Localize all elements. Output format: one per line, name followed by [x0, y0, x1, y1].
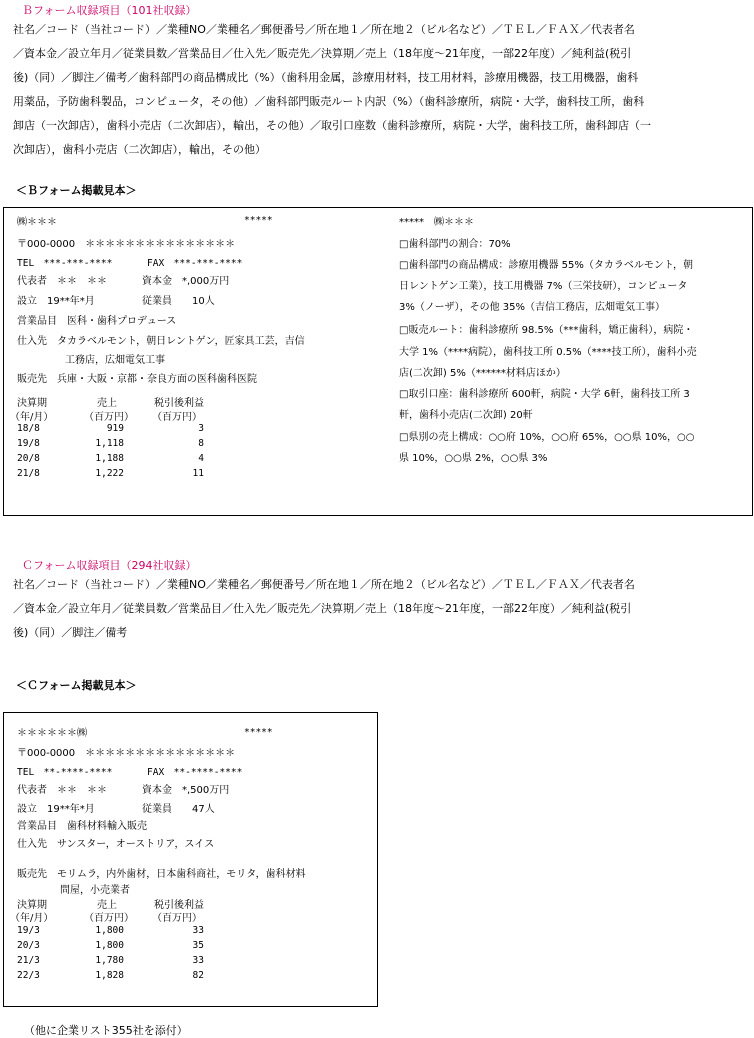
- c-fin-row-profit: 82: [192, 970, 204, 981]
- b-tel: TEL ***-***-****: [17, 258, 113, 269]
- c-fin-row-sales: 1,800: [95, 940, 124, 951]
- b-fin-row-profit: 3: [198, 423, 204, 434]
- c-company-code: *****: [244, 727, 273, 738]
- b-right-line: 3%（ノーザ），その他 35%（吉信工務店，広畑電気工事）: [399, 302, 665, 313]
- b-fin-row-period: 21/8: [17, 468, 40, 479]
- c-form-items: [13, 573, 635, 645]
- b-form-heading: Ｂフォーム収録項目（101社収録）: [22, 4, 197, 17]
- c-fin-row-sales: 1,800: [95, 925, 124, 936]
- b-company-name: ㈱＊＊＊: [17, 217, 57, 228]
- b-items-line: ／資本金／設立年月／従業員数／営業品目／仕入先／販売先／決算期／売上（18年度～21年度，一部22年度）／純利益(税引: [13, 47, 632, 60]
- c-company-name: ＊＊＊＊＊＊㈱: [17, 728, 87, 739]
- footer-note: （他に企業リスト355社を添付）: [24, 1024, 188, 1037]
- c-items-line: 後)（同）／脚注／備考: [13, 626, 128, 639]
- c-sales-cont: 問屋，小売業者: [60, 885, 130, 896]
- b-form-items: [13, 18, 651, 162]
- b-fin-row-profit: 8: [198, 438, 204, 449]
- b-fin-row-sales: 1,222: [95, 468, 124, 479]
- c-fax: FAX **-****-****: [147, 767, 243, 778]
- c-fin-unit-sales: （百万円）: [84, 913, 134, 924]
- b-right-line: □取引口座：歯科診療所 600軒，病院・大学 6軒，歯科技工所 3: [399, 389, 690, 400]
- c-fin-row-sales: 1,780: [95, 955, 124, 966]
- c-fin-header-profit: 税引後利益: [154, 900, 204, 911]
- b-fin-header-period: 決算期: [17, 398, 47, 409]
- c-form-heading: Ｃフォーム収録項目（294社収録）: [22, 559, 197, 572]
- b-right-line: 軒，歯科小売店(二次卸) 20軒: [399, 410, 533, 421]
- c-fin-row-period: 20/3: [17, 940, 40, 951]
- c-fin-row-period: 19/3: [17, 925, 40, 936]
- b-capital: 資本金 *,000万円: [142, 276, 230, 287]
- c-suppliers: 仕入先 サンスター，オーストリア，スイス: [17, 839, 215, 850]
- c-fin-unit-period: （年/月）: [10, 913, 54, 924]
- b-sample-title: ＜Ｂフォーム掲載見本＞: [16, 184, 137, 197]
- b-fin-header-sales: 売上: [97, 398, 117, 409]
- c-employees: 従業員 47人: [142, 804, 215, 815]
- b-right-line: 日レントゲン工業），技工用機器 7%（三栄技研），コンピュータ: [399, 281, 688, 292]
- c-sales: 販売先 モリムラ，内外歯材，日本歯科商社，モリタ，歯科材料: [17, 869, 306, 880]
- b-fin-row-sales: 1,188: [95, 453, 124, 464]
- b-items-line: 次卸店），歯科小売店（二次卸店），輸出，その他）: [13, 143, 266, 156]
- c-products: 営業品目 歯科材料輸入販売: [17, 821, 147, 832]
- b-fin-row-period: 20/8: [17, 453, 40, 464]
- b-items-line: 後)（同）／脚注／備考／歯科部門の商品構成比（%）（歯科用金属，診療用材料，技工用材料，診療用機器，技工用機器，歯科: [13, 71, 639, 84]
- b-fin-row-sales: 1,118: [95, 438, 124, 449]
- c-fin-row-sales: 1,828: [95, 970, 124, 981]
- c-fin-row-profit: 33: [192, 925, 204, 936]
- b-right-header: ***** ㈱＊＊＊: [399, 217, 474, 228]
- c-established: 設立 19**年*月: [17, 804, 95, 815]
- b-employees: 従業員 10人: [142, 296, 215, 307]
- b-company-code: *****: [244, 215, 273, 226]
- b-right-line: □歯科部門の割合：70%: [399, 239, 511, 250]
- b-fax: FAX ***-***-****: [147, 258, 243, 269]
- b-fin-row-profit: 11: [192, 468, 204, 479]
- b-fin-row-period: 19/8: [17, 438, 40, 449]
- b-fin-row-profit: 4: [198, 453, 204, 464]
- b-sales: 販売先 兵庫・大阪・京都・奈良方面の医科歯科医院: [17, 374, 257, 385]
- b-right-line: □販売ルート：歯科診療所 98.5%（***歯科，矯正歯科），病院・: [399, 325, 694, 336]
- b-right-line: 店(二次卸) 5%（******材料店ほか）: [399, 368, 566, 379]
- b-items-line: 用薬品，予防歯科製品，コンピュータ，その他）／歯科部門販売ルート内訳（%）（歯科診療所，病院・大学，歯科技工所，歯科: [13, 95, 645, 108]
- b-fin-row-sales: 919: [106, 423, 124, 434]
- b-fin-unit-sales: （百万円）: [84, 412, 134, 423]
- c-items-line: 社名／コード（当社コード）／業種NO／業種名／郵便番号／所在地１／所在地２（ビル名など）／ＴＥＬ／ＦＡＸ／代表者名: [13, 578, 635, 591]
- c-representative: 代表者 ＊＊ ＊＊: [17, 785, 107, 796]
- c-fin-row-profit: 35: [192, 940, 204, 951]
- b-postal-address: 〒000-0000 ＊＊＊＊＊＊＊＊＊＊＊＊＊＊＊: [17, 239, 236, 250]
- b-suppliers: 仕入先 タカラベルモント，朝日レントゲン，匠家具工芸，吉信: [17, 336, 305, 347]
- c-fin-row-period: 22/3: [17, 970, 40, 981]
- c-postal-address: 〒000-0000 ＊＊＊＊＊＊＊＊＊＊＊＊＊＊＊: [17, 748, 236, 759]
- c-fin-unit-profit: （百万円）: [152, 913, 202, 924]
- b-items-line: 卸店（一次卸店），歯科小売店（二次卸店），輸出，その他）／取引口座数（歯科診療所，病院・大学，歯科技工所，歯科卸店（一: [13, 119, 651, 132]
- b-representative: 代表者 ＊＊ ＊＊: [17, 276, 107, 287]
- b-right-line: 県 10%，○○県 2%，○○県 3%: [399, 453, 548, 464]
- b-fin-header-profit: 税引後利益: [154, 398, 204, 409]
- c-sample-title: ＜Ｃフォーム掲載見本＞: [16, 679, 137, 692]
- b-right-line: □歯科部門の商品構成：診療用機器 55%（タカラベルモント，朝: [399, 260, 693, 271]
- c-items-line: ／資本金／設立年月／従業員数／営業品目／仕入先／販売先／決算期／売上（18年度～21年度，一部22年度）／純利益(税引: [13, 602, 632, 615]
- c-capital: 資本金 *,500万円: [142, 785, 230, 796]
- b-right-line: 大学 1%（****病院），歯科技工所 0.5%（****技工所），歯科小売: [399, 347, 697, 358]
- c-fin-header-period: 決算期: [17, 900, 47, 911]
- c-sample-box: [3, 712, 378, 1007]
- c-fin-row-period: 21/3: [17, 955, 40, 966]
- b-items-line: 社名／コード（当社コード）／業種NO／業種名／郵便番号／所在地１／所在地２（ビル名など）／ＴＥＬ／ＦＡＸ／代表者名: [13, 23, 635, 36]
- b-right-line: □県別の売上構成：○○府 10%，○○府 65%，○○県 10%，○○: [399, 432, 695, 443]
- c-tel: TEL **-****-****: [17, 767, 113, 778]
- b-established: 設立 19**年*月: [17, 296, 95, 307]
- b-fin-unit-profit: （百万円）: [152, 412, 202, 423]
- c-fin-header-sales: 売上: [97, 900, 117, 911]
- b-fin-row-period: 18/8: [17, 423, 40, 434]
- b-fin-unit-period: （年/月）: [10, 412, 54, 423]
- b-products: 営業品目 医科・歯科プロデュース: [17, 316, 177, 327]
- c-fin-row-profit: 33: [192, 955, 204, 966]
- b-suppliers-cont: 工務店，広畑電気工事: [65, 355, 165, 366]
- b-sample-box: [3, 207, 753, 516]
